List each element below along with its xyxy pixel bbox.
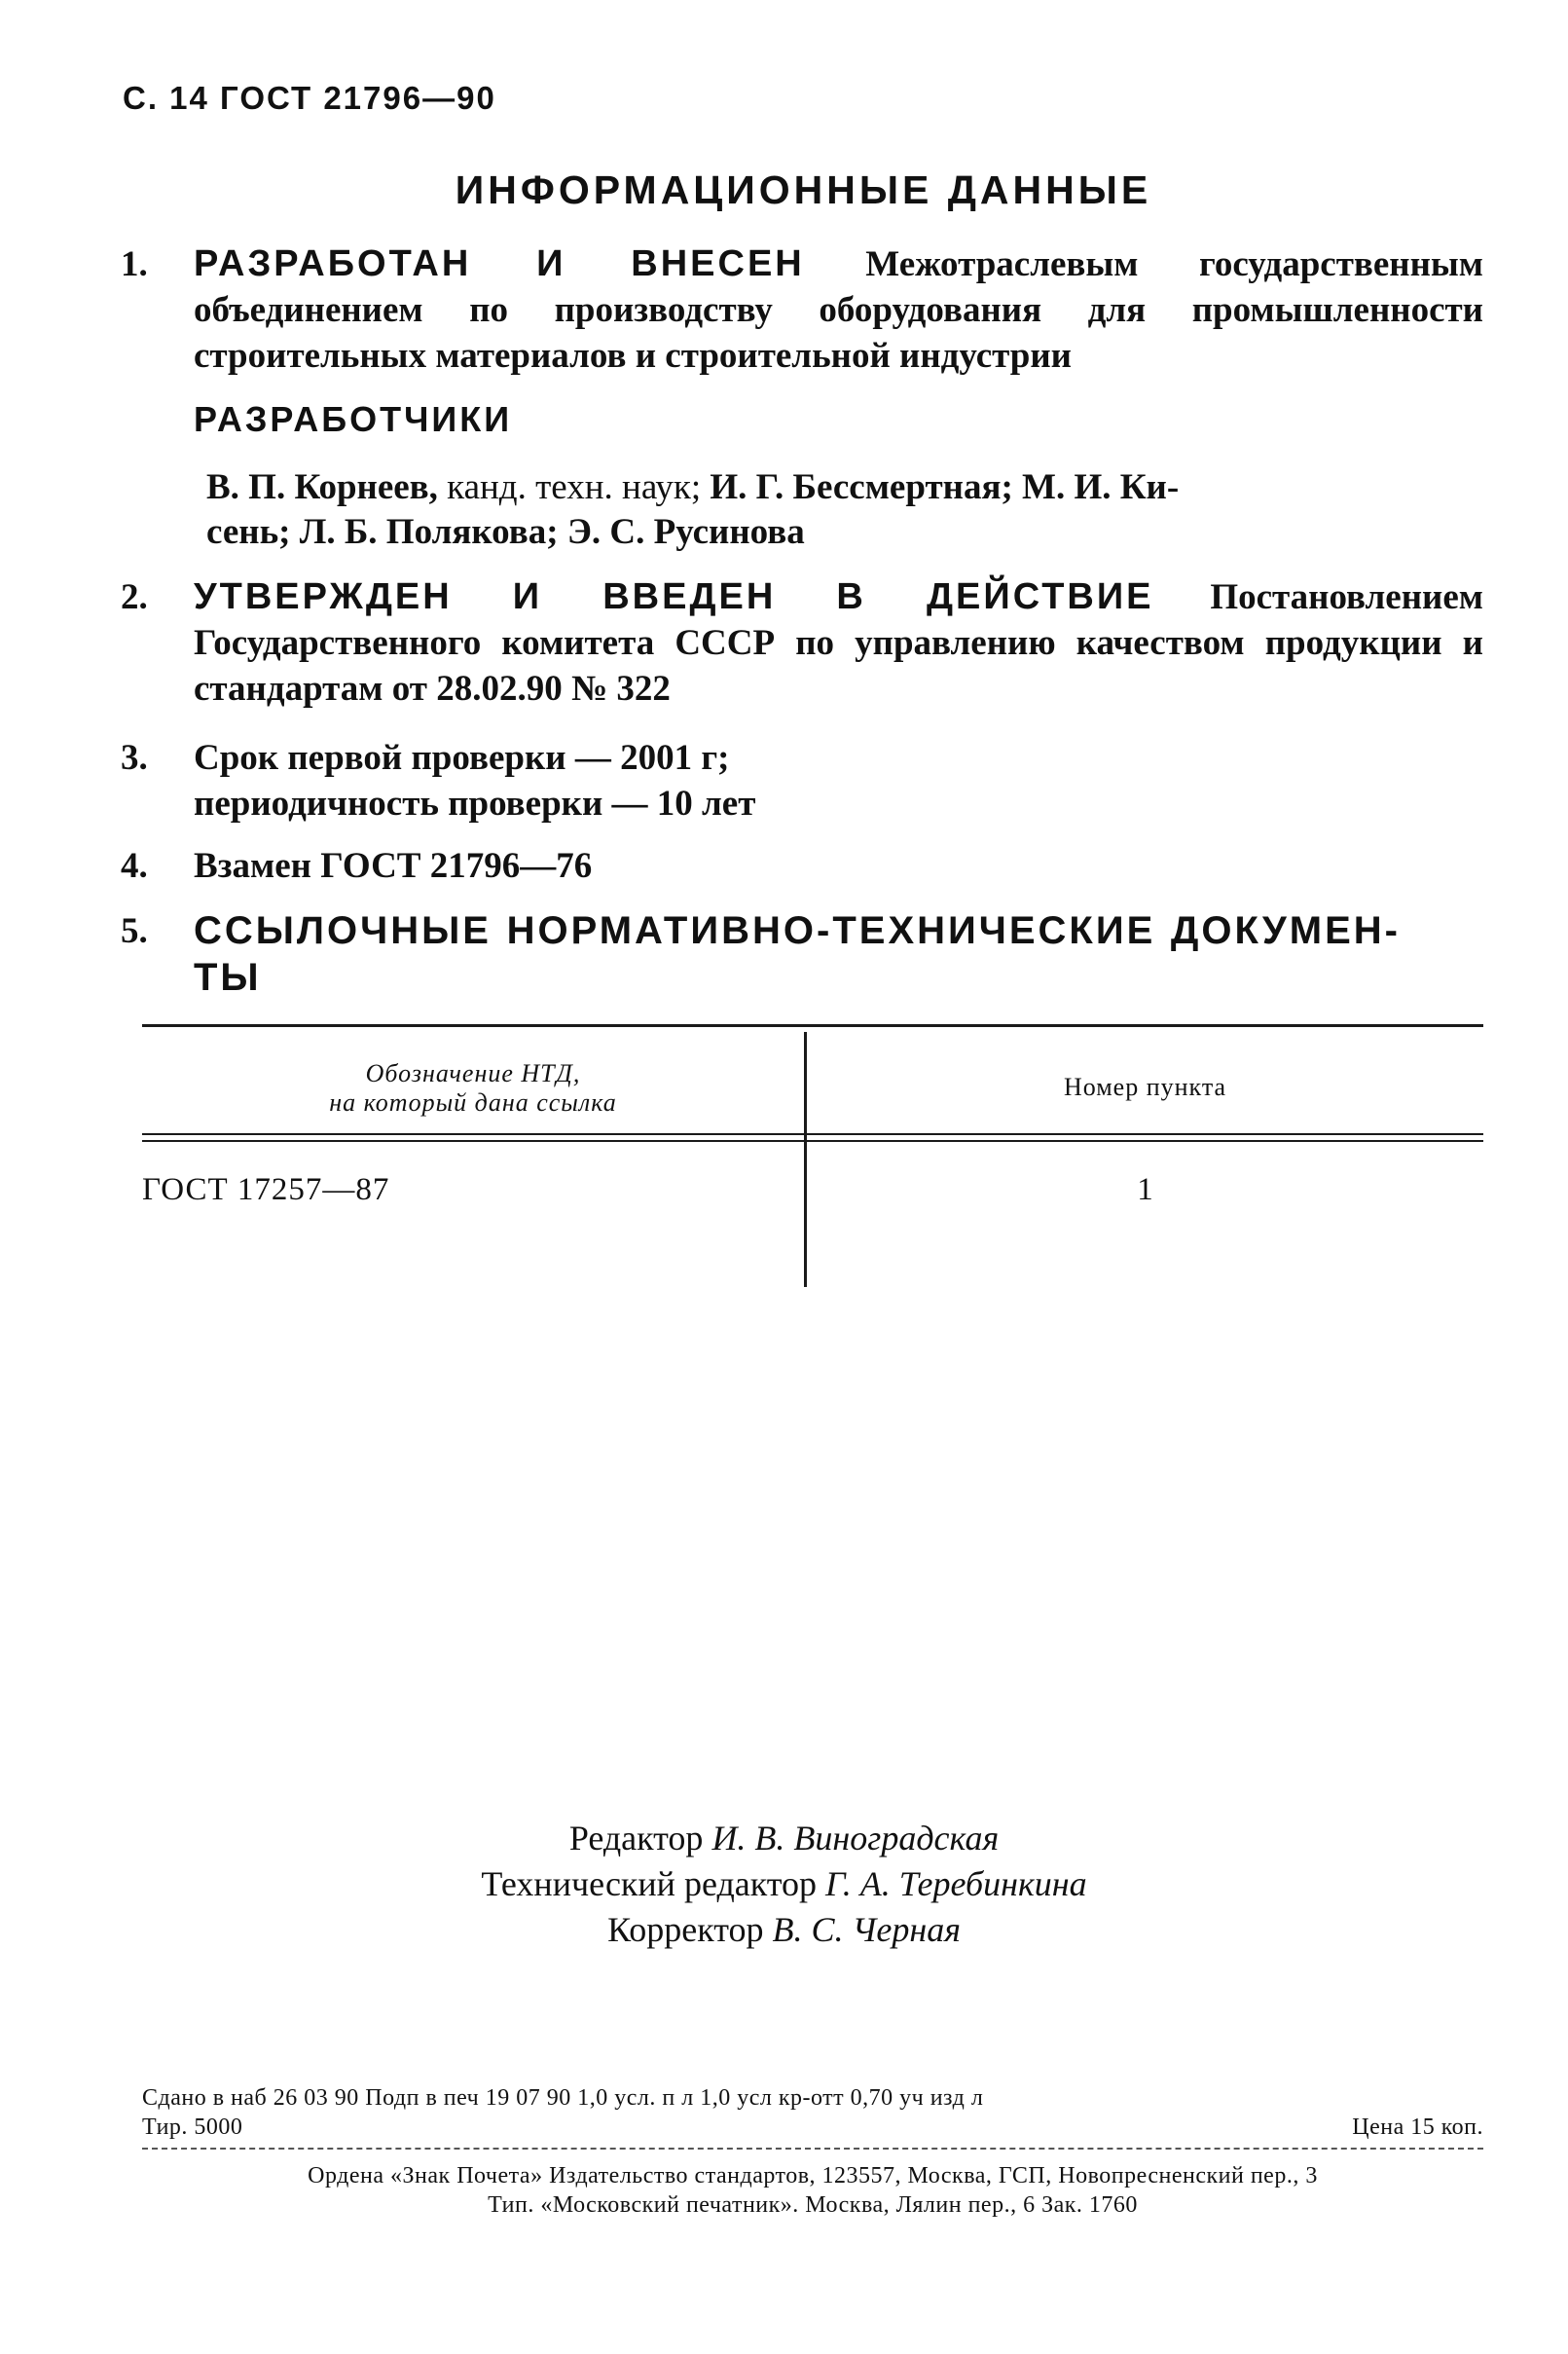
table-top-rule: [142, 1024, 1483, 1027]
publisher-line2: Тип. «Московский печатник». Москва, Лялин пер., 6 Зак. 1760: [488, 2192, 1138, 2218]
table-column-divider: [804, 1032, 807, 1287]
item-number: 2.: [121, 577, 148, 617]
item-text-line2: периодичность проверки — 10 лет: [194, 784, 756, 824]
editors-block: [0, 1816, 1568, 1953]
header-doc-line1: Обозначение НТД,: [365, 1059, 581, 1087]
item-body: [194, 574, 1483, 712]
corrector-role: Корректор: [607, 1910, 764, 1949]
imprint-production-line: Сдано в наб 26 03 90 Подп в печ 19 07 90 1,0 усл. п л 1,0 усл кр-отт 0,70 уч изд л: [142, 2085, 984, 2111]
tech-editor-name: Г. А. Теребинкина: [825, 1864, 1087, 1903]
page-header: С. 14 ГОСТ 21796—90: [123, 80, 496, 116]
item-caps-heading: ССЫЛОЧНЫЕ НОРМАТИВНО-ТЕХНИЧЕСКИЕ ДОКУМЕН-ТЫ: [194, 909, 1401, 999]
section-title: ИНФОРМАЦИОННЫЕ ДАННЫЕ: [455, 167, 1152, 212]
item-caps-heading: РАЗРАБОТАН И ВНЕСЕН: [194, 243, 805, 284]
item-body: [194, 735, 1483, 827]
info-item-5: [121, 908, 1483, 1002]
item-text-line1: Срок первой проверки — 2001 г;: [194, 738, 730, 778]
item-text: Межотраслевым государственным объединением по производству оборудования для промышленности строительных материалов и строительной индустрии: [194, 244, 1483, 376]
table-header-rule-2: [142, 1140, 1483, 1142]
info-item-1: [121, 241, 1483, 379]
info-item-3: [121, 735, 1483, 827]
publisher-line1: Ордена «Знак Почета» Издательство стандартов, 123557, Москва, ГСП, Новопресненский пер., 3: [308, 2163, 1318, 2188]
item-body: [194, 843, 1483, 889]
item-number: 4.: [121, 846, 148, 886]
editor-name: И. В. Виноградская: [711, 1819, 1000, 1857]
developers-heading: РАЗРАБОТЧИКИ: [194, 399, 513, 439]
tech-editor-line: [0, 1861, 1568, 1907]
imprint-price: Цена 15 коп.: [1352, 2115, 1483, 2140]
info-item-2: [121, 574, 1483, 712]
imprint-divider: [142, 2148, 1483, 2150]
item-body: [194, 908, 1401, 1002]
item-number: 5.: [121, 911, 148, 951]
item-text: Взамен ГОСТ 21796—76: [194, 846, 593, 886]
header-doc-line2: на который дана ссылка: [329, 1088, 617, 1117]
item-body: [194, 241, 1483, 379]
item-number: 3.: [121, 738, 148, 778]
table-header-clause: Номер пункта: [1063, 1073, 1227, 1101]
tech-editor-role: Технический редактор: [481, 1864, 818, 1903]
corrector-name: В. С. Черная: [772, 1910, 961, 1949]
imprint-publisher: [142, 2161, 1483, 2220]
item-text: Постановлением Государственного комитета СССР по управлению качеством продукции и стандартам от 28.02.90 № 322: [194, 577, 1483, 709]
editor-role: Редактор: [568, 1819, 704, 1857]
table-header-doc: [142, 1059, 804, 1118]
imprint-circulation-row: [142, 2115, 1483, 2141]
info-item-4: [121, 843, 1483, 889]
developer-names-cont: сень; Л. Б. Полякова; Э. С. Русинова: [206, 512, 805, 552]
developers-list: [206, 465, 1483, 555]
editor-line: [0, 1816, 1568, 1861]
developer-name: В. П. Корнеев,: [206, 467, 438, 507]
item-number: 1.: [121, 244, 148, 284]
table-cell-doc: ГОСТ 17257—87: [142, 1172, 390, 1207]
item-caps-heading: УТВЕРЖДЕН И ВВЕДЕН В ДЕЙСТВИЕ: [194, 576, 1154, 617]
developer-names: И. Г. Бессмертная; М. И. Ки-: [710, 467, 1180, 507]
imprint-circulation: Тир. 5000: [142, 2115, 243, 2140]
table-header-rule-1: [142, 1133, 1483, 1135]
developer-degree: канд. техн. наук;: [447, 467, 702, 507]
table-cell-clause: 1: [1137, 1172, 1153, 1207]
corrector-line: [0, 1907, 1568, 1953]
